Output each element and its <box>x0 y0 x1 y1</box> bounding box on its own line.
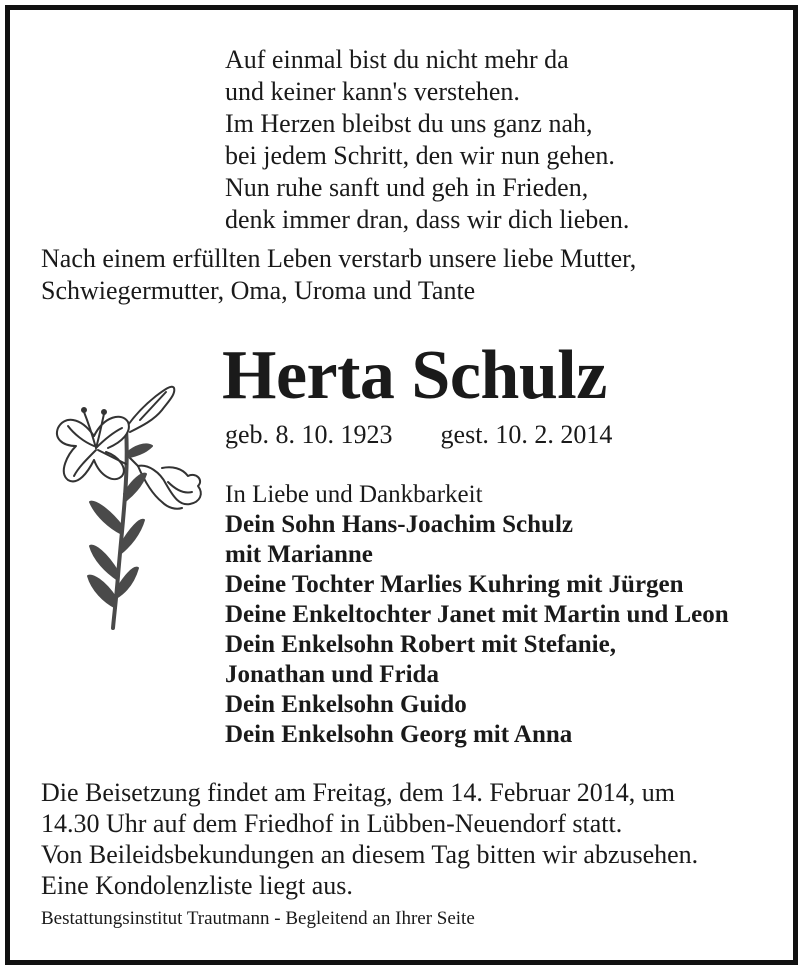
life-dates <box>225 419 612 451</box>
funeral-line: Eine Kondolenzliste liegt aus. <box>41 871 353 900</box>
mourners-list <box>225 480 729 750</box>
deceased-name: Herta Schulz <box>222 337 607 414</box>
mourner-line: Jonathan und Frida <box>225 661 439 688</box>
memorial-poem <box>225 44 629 236</box>
announcement-line: Nach einem erfüllten Leben verstarb unsere liebe Mutter, <box>41 244 637 273</box>
mourner-line: Dein Enkelsohn Guido <box>225 691 467 718</box>
mourner-line: Dein Enkelsohn Georg mit Anna <box>225 721 573 748</box>
poem-line: und keiner kann's verstehen. <box>225 77 520 106</box>
mourner-line: Deine Enkeltochter Janet mit Martin und Leon <box>225 601 729 628</box>
mourner-line: Dein Sohn Hans-Joachim Schulz <box>225 511 573 538</box>
funeral-line: Die Beisetzung findet am Freitag, dem 14. Februar 2014, um <box>41 778 675 807</box>
mourner-line: mit Marianne <box>225 541 373 568</box>
mourner-line: Deine Tochter Marlies Kuhring mit Jürgen <box>225 571 684 598</box>
mourners-intro: In Liebe und Dankbarkeit <box>225 481 483 508</box>
funeral-line: Von Beileidsbekundungen an diesem Tag bitten wir abzusehen. <box>41 840 699 869</box>
poem-line: Im Herzen bleibst du uns ganz nah, <box>225 109 593 138</box>
death-announcement <box>41 243 636 307</box>
obituary-frame <box>5 5 798 965</box>
poem-line: Nun ruhe sanft und geh in Frieden, <box>225 173 589 202</box>
birth-date: geb. 8. 10. 1923 <box>225 420 393 449</box>
announcement-line: Schwiegermutter, Oma, Uroma und Tante <box>41 276 476 305</box>
lily-flower-icon <box>34 376 209 631</box>
poem-line: Auf einmal bist du nicht mehr da <box>225 45 569 74</box>
poem-line: bei jedem Schritt, den wir nun gehen. <box>225 141 615 170</box>
funeral-line: 14.30 Uhr auf dem Friedhof in Lübben-Neuendorf statt. <box>41 809 623 838</box>
mourner-line: Dein Enkelsohn Robert mit Stefanie, <box>225 631 616 658</box>
poem-line: denk immer dran, dass wir dich lieben. <box>225 205 630 234</box>
death-date: gest. 10. 2. 2014 <box>440 420 613 449</box>
funeral-details <box>41 777 783 901</box>
undertaker-credit: Bestattungsinstitut Trautmann - Begleitend an Ihrer Seite <box>41 908 475 929</box>
